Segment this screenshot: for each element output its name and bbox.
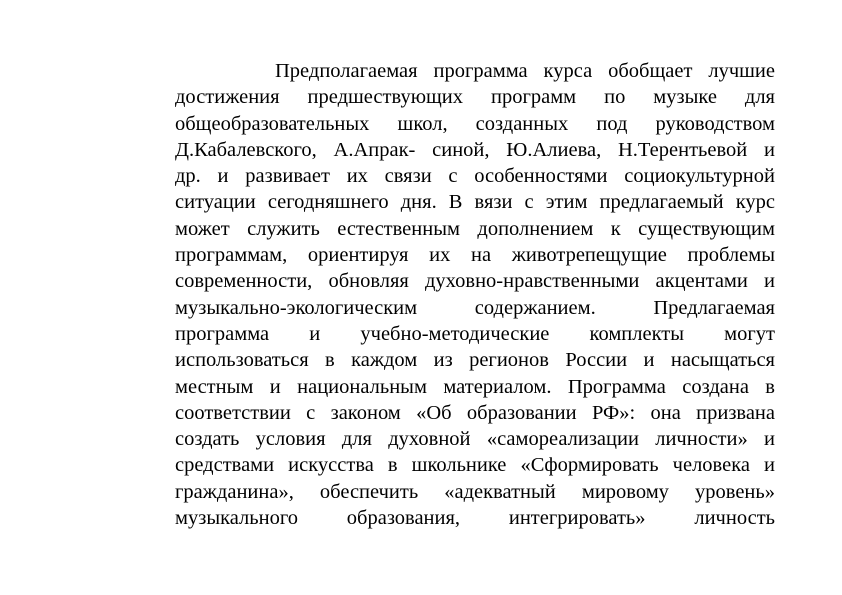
- paragraph-line: достижения предшествующих программ по музыке для: [175, 86, 775, 109]
- paragraph-line: общеобразовательных школ, созданных под руководством: [175, 112, 775, 135]
- paragraph-line: Д.Кабалевского, А.Апрак- синой, Ю.Алиева, Н.Терентьевой и: [175, 138, 775, 161]
- paragraph-line: др. и развивает их связи с особенностями социокультурной: [175, 165, 775, 188]
- paragraph-line: ситуации сегодняшнего дня. В вязи с этим предлагаемый курс: [175, 191, 775, 214]
- paragraph-line: Предполагаемая программа курса обобщает лучшие: [275, 60, 775, 82]
- paragraph-line: использоваться в каждом из регионов России и насыщаться: [175, 349, 775, 372]
- paragraph-line: местным и национальным материалом. Программа создана в: [175, 375, 775, 398]
- paragraph-line: создать условия для духовной «самореализации личности» и: [175, 428, 775, 451]
- paragraph-line: музыкально-экологическим содержанием. Предлагаемая: [175, 296, 775, 319]
- paragraph-line: современности, обновляя духовно-нравственными акцентами и: [175, 270, 775, 293]
- paragraph-line: программам, ориентируя их на животрепещущие проблемы: [175, 244, 775, 267]
- paragraph-line: может служить естественным дополнением к существующим: [175, 217, 775, 240]
- paragraph-line: средствами искусства в школьнике «Сформировать человека и: [175, 454, 775, 477]
- paragraph-line: музыкального образования, интегрировать» личность: [175, 507, 775, 530]
- paragraph-line: соответствии с законом «Об образовании РФ»: она призвана: [175, 401, 775, 424]
- paragraph-line: гражданина», обеспечить «адекватный мировому уровень»: [175, 480, 775, 503]
- paragraph-line: программа и учебно-методические комплекты могут: [175, 322, 775, 345]
- body-paragraph: [175, 58, 775, 531]
